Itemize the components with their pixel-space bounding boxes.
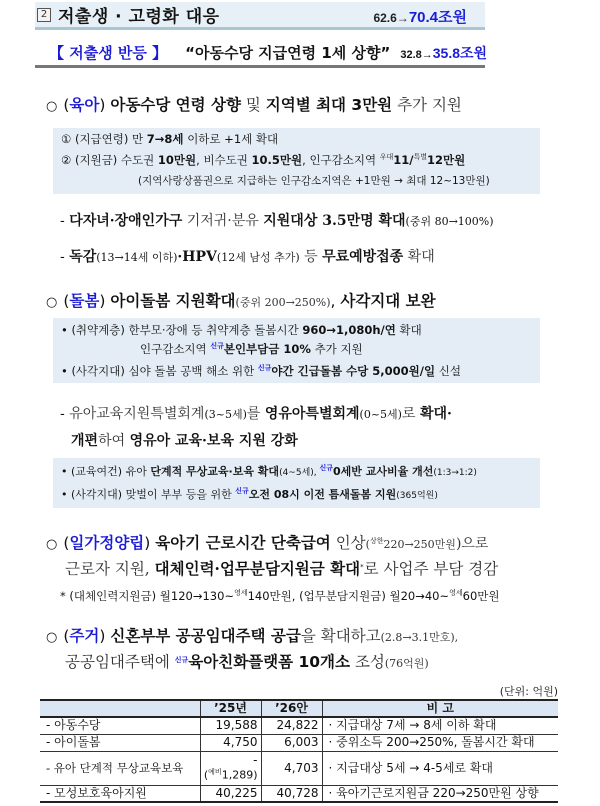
new-badge: 신규 <box>257 364 272 372</box>
section-number: 2 <box>37 8 51 22</box>
col-header-2025: ’25년 <box>200 700 261 717</box>
housing-headline: ○ (주거) 신혼부부 공공임대주택 공급을 확대하고(2.8→3.1만호), <box>46 627 459 645</box>
circle-bullet-icon: ○ <box>46 99 58 114</box>
circle-bullet-icon: ○ <box>46 537 58 552</box>
circle-bullet-icon: ○ <box>46 295 58 310</box>
new-badge: 신규 <box>210 342 224 350</box>
table-header-row <box>40 700 558 717</box>
detail-item: ① (지급연령) 만 7→8세 이하로 +1세 확대 <box>61 132 279 146</box>
section-amount: 62.6→70.4조원 <box>373 9 467 26</box>
detail-item: ② (지원금) 수도권 10만원, 비수도권 10.5만원, 인구감소지역 $^{우대}$11/$^{특별}$12만원 <box>61 153 466 167</box>
banner-tag: 【 저출생 반등 】 <box>49 44 168 62</box>
table-row: - 유아 단계적 무상교육보육 - ($^{예비}$1,289) 4,703 · 지급대상 5세 → 4-5세로 확대 <box>40 751 558 785</box>
childcare-dash-1: - 다자녀·장애인가구 기저귀·분유 지원대상 3.5만명 확대(중위 80→100%) <box>60 213 494 229</box>
care-dash-2: 개편하여 영유아 교육·보육 지원 강화 <box>71 433 298 449</box>
worklife-line-2: 근로자 지원, 대체인력·업무분담지원금 확대*로 사업주 부담 경감 <box>65 559 499 578</box>
new-badge: 신규 <box>319 464 334 472</box>
table-row: - 아이돌봄 4,750 6,003 · 중위소득 200→250%, 돌봄시간 확대 <box>40 734 558 751</box>
care-dash-1: - 유아교육지원특별회계(3~5세)를 영유아특별회계(0~5세)로 확대· <box>60 406 452 422</box>
detail-item: • (사각지대) 심야 돌봄 공백 해소 위한 $^{신규}$야간 긴급돌봄 수당 5,000원/일 신설 <box>61 364 461 378</box>
childcare-dash-2: - 독감(13→14세 이하)·HPV(12세 남성 추가) 등 무료예방접종 확대 <box>60 249 435 265</box>
detail-note: (지역사랑상품권으로 지급하는 인구감소지역은 +1만원 → 최대 12~13만원) <box>138 175 490 187</box>
col-header-note: 비 고 <box>322 700 558 717</box>
table-unit: (단위: 억원) <box>499 685 558 698</box>
category-label: 돌봄 <box>69 292 100 310</box>
table-row: - 아동수당 19,588 24,822 · 지급대상 7세 → 8세 이하 확대 <box>40 717 558 734</box>
worklife-headline: ○ (일가정양립) 육아기 근로시간 단축급여 인상($^{상한}$220→250만원)으로 <box>46 534 489 552</box>
circle-bullet-icon: ○ <box>46 630 58 645</box>
col-header-name <box>40 700 200 717</box>
table-row: - 모성보호육아지원 40,225 40,728 · 육아기근로지원금 220→250만원 상향 <box>40 785 558 802</box>
detail-item: • (사각지대) 맞벌이 부부 등을 위한 $^{신규}$오전 08시 이전 틈새돌봄 지원(365억원) <box>61 487 438 501</box>
category-label: 주거 <box>69 627 100 645</box>
section-title: 저출생 · 고령화 대응 <box>58 7 220 27</box>
banner-amount: 32.8→35.8조원 <box>400 44 488 61</box>
care-headline: ○ (돌봄) 아이돌봄 지원확대(중위 200→250%), 사각지대 보완 <box>46 292 436 310</box>
detail-item: 인구감소지역 $^{신규}$본인부담금 10% 추가 지원 <box>140 342 363 356</box>
sub-banner <box>35 40 488 68</box>
banner-quote: “아동수당 지급연령 1세 상향” <box>185 44 391 62</box>
category-label: 육아 <box>69 96 100 114</box>
childcare-headline: ○ (육아) 아동수당 연령 상향 및 지역별 최대 3만원 추가 지원 <box>46 96 462 114</box>
budget-table <box>40 699 558 803</box>
section-header <box>35 2 485 30</box>
care-detail-box <box>53 318 540 383</box>
col-header-2026: ’26안 <box>261 700 322 717</box>
childcare-detail-box <box>53 128 540 194</box>
new-badge: 신규 <box>235 487 249 495</box>
category-label: 일가정양립 <box>69 534 145 552</box>
new-badge: 신규 <box>174 656 189 664</box>
detail-item: • (교육여건) 유아 단계적 무상교육·보육 확대(4~5세), $^{신규}$0세반 교사비율 개선(1:3→1:2) <box>61 464 477 478</box>
care-detail-box-2 <box>53 458 540 508</box>
worklife-footnote: * (대체인력지원금) 월120→130~$^{영세}$140만원, (업무분담지원금) 월20→40~$^{영세}$60만원 <box>60 589 500 603</box>
housing-line-2: 공공임대주택에 $^{신규}$육아친화플랫폼 10개소 조성(76억원) <box>65 653 429 671</box>
detail-item: • (취약계층) 한부모·장애 등 취약계층 돌봄시간 960→1,080h/연 확대 <box>61 323 422 337</box>
